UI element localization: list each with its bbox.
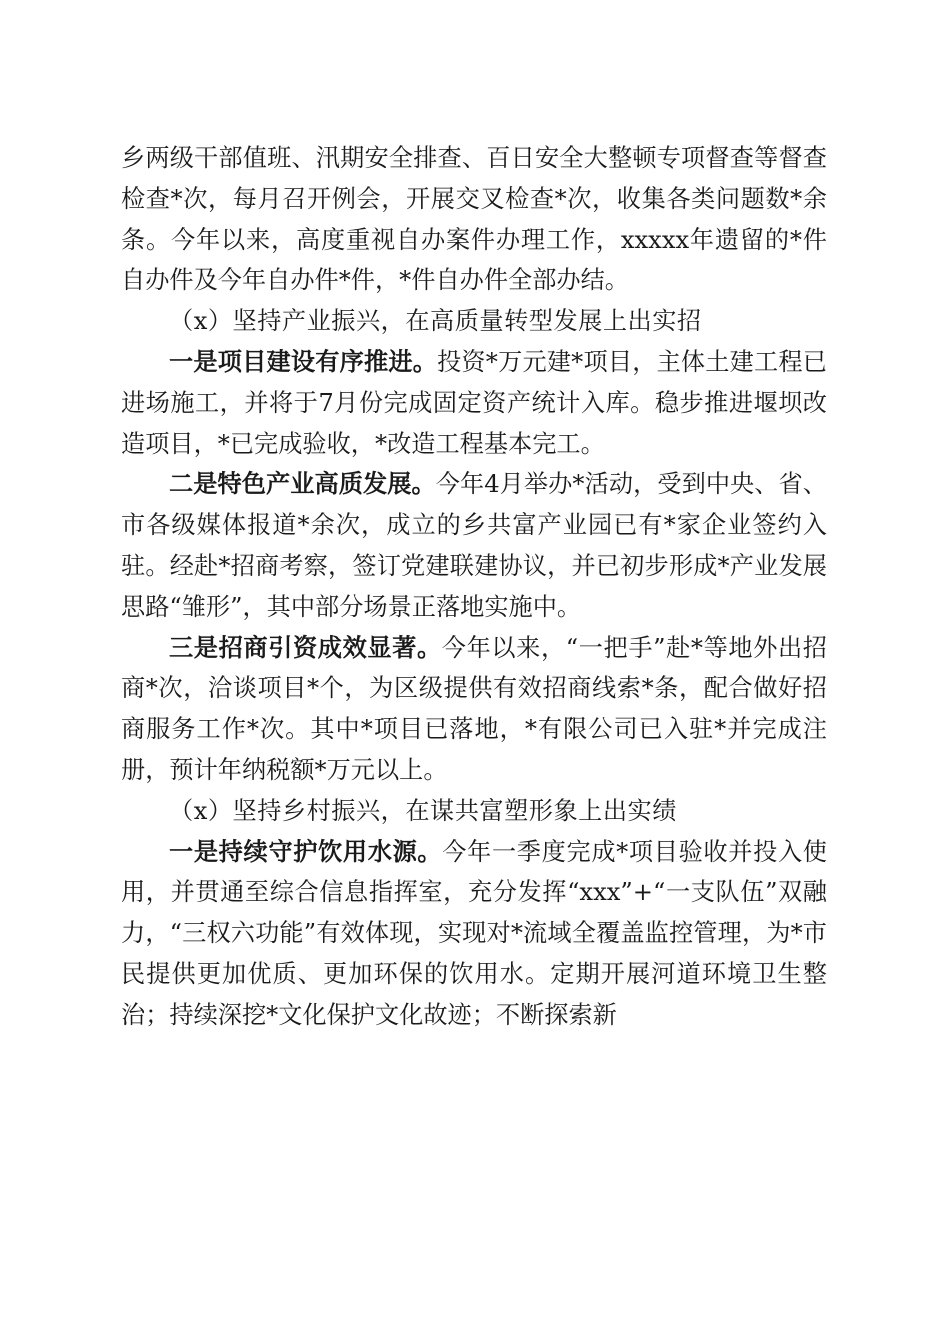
paragraph-text: 今年一季度完成*项目验收并投入使用，并贯通至综合信息指挥室，充分发挥“xxx”+“一支队伍”双融力，“三权六功能”有效体现，实现对*流域全覆盖监控管理，为*市民提供更加优质、更加环保的饮用水。定期开展河道环境卫生整治；持续深挖*文化保护文化故迹；不断探索新	[121, 837, 827, 1029]
paragraph-lead: 一是项目建设有序推进。	[169, 346, 438, 376]
paragraph-lead: 一是持续守护饮用水源。	[169, 836, 443, 866]
paragraph-lead: 三是招商引资成效显著。	[169, 632, 442, 662]
paragraph-text: 今年4月举办*活动，受到中央、省、市各级媒体报道*余次，成立的乡共富产业园已有*家企业签约入驻。经赴*招商考察，签订党建联建协议，并已初步形成*产业发展思路“雏形”，其中部分场景正落地实施中。	[121, 470, 827, 621]
paragraph-lead: 二是特色产业高质发展。	[169, 469, 436, 499]
paragraph-text: 今年以来，“一把手”赴*等地外出招商*次，洽谈项目*个，为区级提供有效招商线索*条，配合做好招商服务工作*次。其中*项目已落地，*有限公司已入驻*并完成注册，预计年纳税额*万元以上。	[121, 633, 827, 784]
document-body	[121, 138, 827, 1036]
section-heading: （x）坚持乡村振兴，在谋共富塑形象上出实绩	[169, 796, 677, 825]
paragraph-text: 乡两级干部值班、汛期安全排查、百日安全大整顿专项督查等督查检查*次，每月召开例会，开展交叉检查*次，收集各类问题数*余条。今年以来，高度重视自办案件办理工作，xxxxx年遗留的*件自办件及今年自办件*件，*件自办件全部办结。	[121, 144, 827, 295]
section-heading: （x）坚持产业振兴，在高质量转型发展上出实招	[169, 307, 702, 336]
body-paragraph	[121, 138, 827, 301]
body-paragraph	[121, 342, 827, 464]
body-paragraph	[121, 628, 827, 791]
body-paragraph	[121, 464, 827, 627]
body-paragraph	[121, 832, 827, 1036]
paragraph-text: 投资*万元建*项目，主体土建工程已进场施工，并将于7月份完成固定资产统计入库。稳步推进堰坝改造项目，*已完成验收，*改造工程基本完工。	[121, 347, 827, 458]
